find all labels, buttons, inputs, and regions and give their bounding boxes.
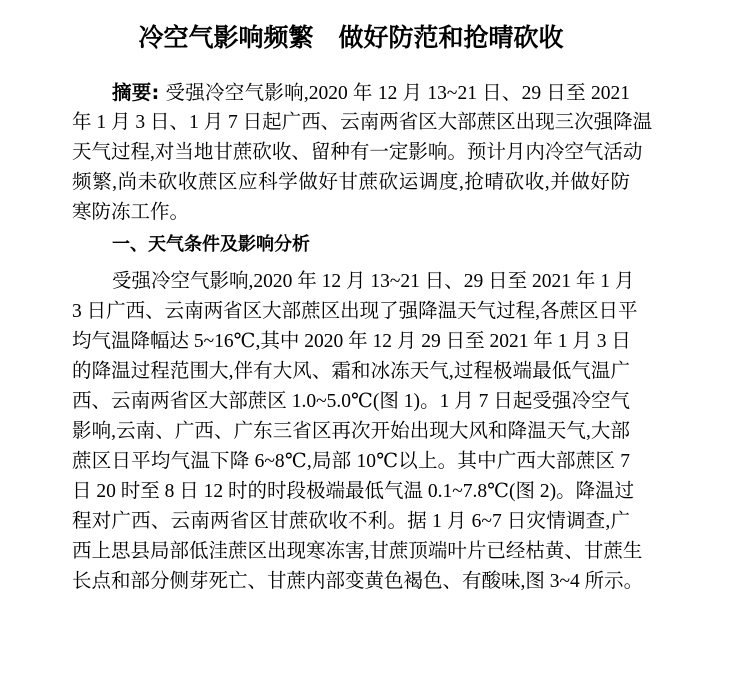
body-line: 影响,云南、广西、广东三省区再次开始出现大风和降温天气,大部 — [72, 421, 630, 442]
abstract-line: 频繁,尚未砍收蔗区应科学做好甘蔗砍运调度,抢晴砍收,并做好防 — [72, 172, 630, 193]
abstract-line-text: 受强冷空气影响,2020 年 12 月 13~21 日、29 日至 2021 — [165, 83, 630, 104]
body-line: 的降温过程范围大,伴有大风、霜和冰冻天气,过程极端最低气温广 — [72, 361, 630, 382]
body-line: 3 日广西、云南两省区大部蔗区出现了强降温天气过程,各蔗区日平 — [72, 301, 638, 322]
body-line: 日 20 时至 8 日 12 时的时段极端最低气温 0.1~7.8℃(图 2)。降温过 — [72, 481, 635, 502]
body-line: 西、云南两省区大部蔗区 1.0~5.0℃(图 1)。1 月 7 日起受强冷空气 — [72, 391, 630, 412]
abstract-label: 摘要: — [112, 81, 160, 104]
body-line: 蔗区日平均气温下降 6~8℃,局部 10℃以上。其中广西大部蔗区 7 — [72, 451, 630, 472]
body-line: 长点和部分侧芽死亡、甘蔗内部变黄色褐色、有酸味,图 3~4 所示。 — [72, 571, 644, 592]
body-line: 均气温降幅达 5~16℃,其中 2020 年 12 月 29 日至 2021 年 1 月 3 日 — [72, 331, 631, 352]
abstract-line: 天气过程,对当地甘蔗砍收、留种有一定影响。预计月内冷空气活动 — [72, 142, 643, 163]
body-line: 程对广西、云南两省区甘蔗砍收不利。据 1 月 6~7 日灾情调查,广 — [72, 511, 630, 532]
abstract-line: 年 1 月 3 日、1 月 7 日起广西、云南两省区大部蔗区出现三次强降温 — [72, 112, 653, 133]
abstract-line — [72, 78, 630, 108]
document-content — [72, 0, 653, 597]
abstract-line: 寒防冻工作。 — [72, 202, 190, 223]
body-line: 受强冷空气影响,2020 年 12 月 13~21 日、29 日至 2021 年 1 月 — [112, 271, 635, 292]
body-line: 西上思县局部低洼蔗区出现寒冻害,甘蔗顶端叶片已经枯黄、甘蔗生 — [72, 541, 643, 562]
section-heading: 一、天气条件及影响分析 — [112, 234, 310, 255]
abstract-paragraph — [72, 78, 653, 228]
document-title: 冷空气影响频繁 做好防范和抢晴砍收 — [138, 23, 564, 52]
section-paragraph — [72, 267, 644, 597]
